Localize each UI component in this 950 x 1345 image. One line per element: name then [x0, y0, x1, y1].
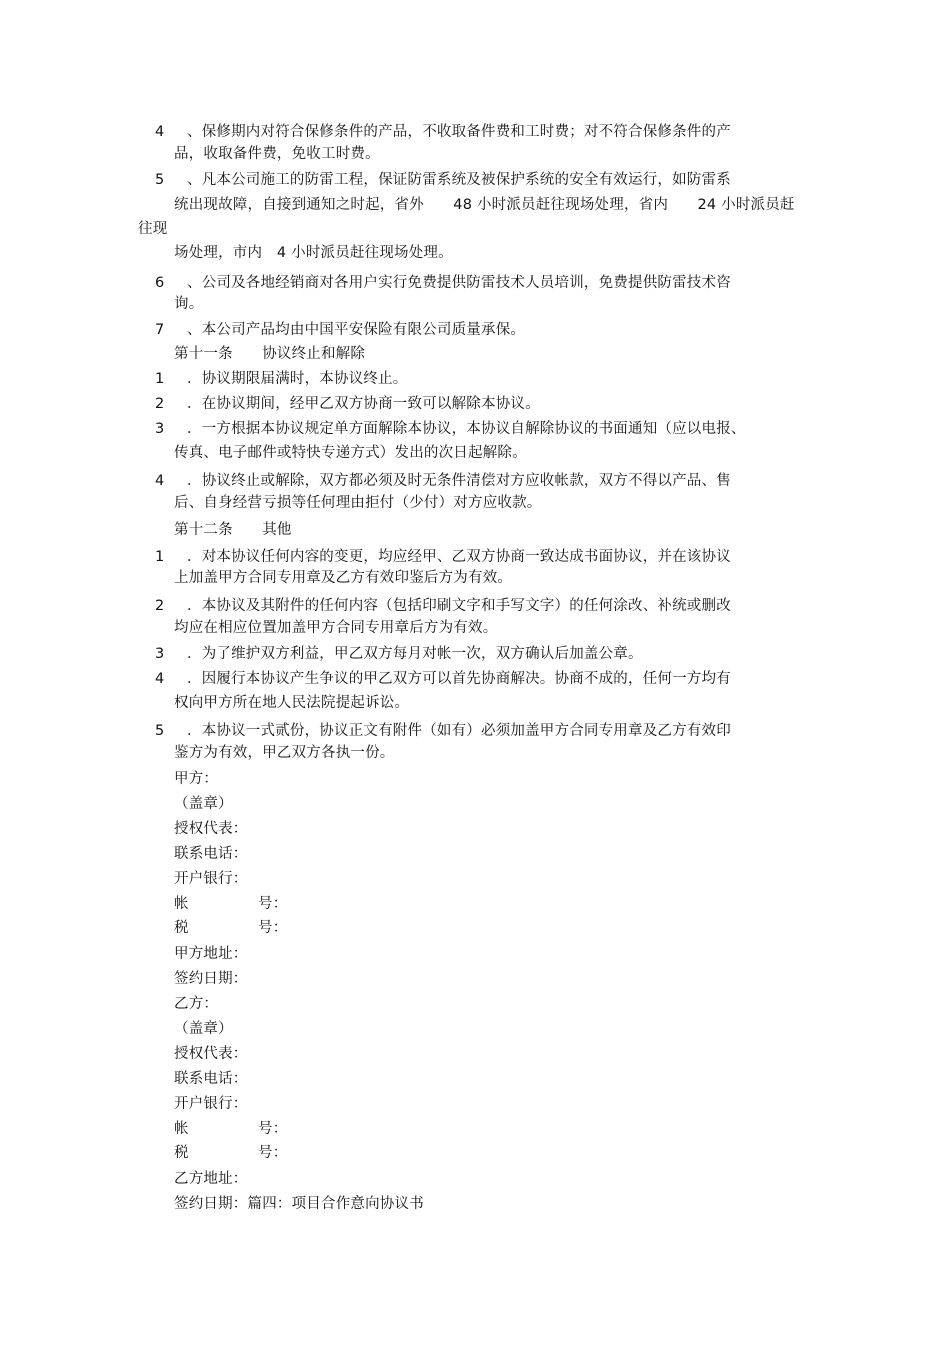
item-10-6-line-1: [155, 273, 731, 293]
item-12-2-line-1: [155, 596, 731, 616]
party-b-account: [174, 1119, 287, 1139]
line-text: ．为了维护双方利益，甲乙双方每月对帐一次，双方确认后加盖公章。: [187, 646, 643, 662]
item-number: 4: [155, 473, 165, 489]
line-text: 签约日期：篇四：项目合作意向协议书: [174, 1196, 424, 1212]
party-b-tax-id: [174, 1143, 287, 1163]
line-text: 第十一条 协议终止和解除: [174, 346, 366, 362]
field-label-first: 帐: [174, 896, 189, 912]
party-a-bank: [174, 869, 248, 889]
line-text: （盖章）: [174, 1021, 233, 1037]
item-number: 2: [155, 396, 165, 412]
field-label-second: 号：: [258, 896, 288, 912]
party-a-account: [174, 894, 287, 914]
item-11-1: [155, 369, 408, 389]
item-number: 3: [155, 421, 165, 437]
line-text: 权向甲方所在地人民法院提起诉讼。: [174, 695, 410, 711]
line-text: ．对本协议任何内容的变更，均应经甲、乙双方协商一致达成书面协议，并在该协议: [187, 549, 731, 565]
item-10-7: [155, 320, 525, 340]
item-12-1-line-2: [174, 568, 512, 588]
item-number: 1: [155, 549, 165, 565]
item-number: 1: [155, 371, 165, 387]
item-number: 5: [155, 723, 165, 739]
item-number: 4: [155, 671, 165, 687]
line-text: 、公司及各地经销商对各用户实行免费提供防雷技术人员培训，免费提供防雷技术咨: [187, 275, 731, 291]
item-10-5-line-4: [174, 243, 453, 263]
line-text: 甲方地址：: [174, 946, 248, 962]
line-text: ．本协议一式贰份，协议正文有附件（如有）必须加盖甲方合同专用章及乙方有效印: [187, 723, 731, 739]
line-text: ．一方根据本协议规定单方面解除本协议，本协议自解除协议的书面通知（应以电报、: [187, 421, 746, 437]
line-text: 乙方地址：: [174, 1171, 248, 1187]
item-12-4-line-1: [155, 669, 731, 689]
line-text: （盖章）: [174, 796, 233, 812]
line-text: ．协议期限届满时，本协议终止。: [187, 371, 408, 387]
party-a-seal: [174, 794, 233, 814]
line-text: 甲方：: [174, 771, 219, 787]
line-text: 品，收取备件费，免收工时费。: [174, 146, 380, 162]
item-10-6-line-2: [174, 294, 203, 314]
item-11-4-line-1: [155, 471, 731, 491]
item-11-4-line-2: [174, 493, 542, 513]
item-10-4-line-2: [174, 144, 380, 164]
line-text: 第十二条 其他: [174, 522, 292, 538]
line-text: 授权代表：: [174, 821, 248, 837]
line-text: 开户银行：: [174, 871, 248, 887]
field-label-first: 帐: [174, 1121, 189, 1137]
item-10-5-line-3: [138, 219, 167, 239]
item-11-3-line-2: [174, 443, 527, 463]
item-11-3-line-1: [155, 419, 746, 439]
party-b-seal: [174, 1019, 233, 1039]
party-a-address: [174, 944, 248, 964]
item-12-4-line-2: [174, 693, 409, 713]
line-text: 、凡本公司施工的防雷工程，保证防雷系统及被保护系统的安全有效运行，如防雷系: [187, 172, 731, 188]
item-number: 3: [155, 646, 165, 662]
field-label-second: 号：: [258, 1121, 288, 1137]
party-b-address: [174, 1169, 248, 1189]
line-text: 开户银行：: [174, 1096, 248, 1112]
item-number: 4: [155, 124, 165, 140]
item-12-3: [155, 644, 643, 664]
party-b-label: [174, 994, 218, 1014]
line-text: 签约日期：: [174, 971, 248, 987]
item-number: 6: [155, 275, 165, 291]
party-b-bank: [174, 1094, 248, 1114]
party-a-phone: [174, 844, 248, 864]
party-b-representative: [174, 1044, 248, 1064]
item-number: 2: [155, 598, 165, 614]
line-text: 均应在相应位置加盖甲方合同专用章后方为有效。: [174, 620, 498, 636]
line-text: 、保修期内对符合保修条件的产品，不收取备件费和工时费；对不符合保修条件的产: [187, 124, 731, 140]
line-text: ．本协议及其附件的任何内容（包括印刷文字和手写文字）的任何涂改、补统或删改: [187, 598, 731, 614]
line-text: 授权代表：: [174, 1046, 248, 1062]
party-a-representative: [174, 819, 248, 839]
line-text: 联系电话：: [174, 846, 248, 862]
item-12-5-line-1: [155, 721, 731, 741]
party-b-phone: [174, 1069, 248, 1089]
party-a-label: [174, 769, 218, 789]
line-text: 乙方：: [174, 996, 219, 1012]
line-text: ．因履行本协议产生争议的甲乙双方可以首先协商解决。协商不成的，任何一方均有: [187, 671, 731, 687]
item-12-5-line-2: [174, 743, 395, 763]
item-12-1-line-1: [155, 547, 731, 567]
item-12-2-line-2: [174, 618, 497, 638]
item-number: 7: [155, 322, 165, 338]
field-label-first: 税: [174, 1145, 189, 1161]
party-a-date: [174, 969, 248, 989]
line-text: 场处理，市内 4 小时派员赶往现场处理。: [174, 245, 453, 261]
field-label-second: 号：: [258, 1145, 288, 1161]
field-label-first: 税: [174, 920, 189, 936]
line-text: 、本公司产品均由中国平安保险有限公司质量承保。: [187, 322, 526, 338]
line-text: 鉴方为有效，甲乙双方各执一份。: [174, 745, 395, 761]
line-text: 往现: [138, 221, 168, 237]
party-a-tax-id: [174, 918, 287, 938]
line-text: 后、自身经营亏损等任何理由拒付（少付）对方应收款。: [174, 495, 542, 511]
item-10-4-line-1: [155, 122, 731, 142]
article-11-heading: [174, 344, 365, 364]
item-11-2: [155, 394, 540, 414]
item-10-5-line-1: [155, 170, 731, 190]
item-10-5-line-2: [174, 195, 795, 215]
line-text: 统出现故障，自接到通知之时起，省外 48 小时派员赶往现场处理，省内 24 小时派员赶: [174, 197, 795, 213]
party-b-date: [174, 1194, 424, 1214]
line-text: ．在协议期间，经甲乙双方协商一致可以解除本协议。: [187, 396, 540, 412]
line-text: 传真、电子邮件或特快专递方式）发出的次日起解除。: [174, 445, 527, 461]
line-text: 上加盖甲方合同专用章及乙方有效印鉴后方为有效。: [174, 570, 513, 586]
line-text: ．协议终止或解除，双方都必须及时无条件清偿对方应收帐款，双方不得以产品、售: [187, 473, 731, 489]
line-text: 联系电话：: [174, 1071, 248, 1087]
item-number: 5: [155, 172, 165, 188]
article-12-heading: [174, 520, 292, 540]
line-text: 询。: [174, 296, 204, 312]
field-label-second: 号：: [258, 920, 288, 936]
